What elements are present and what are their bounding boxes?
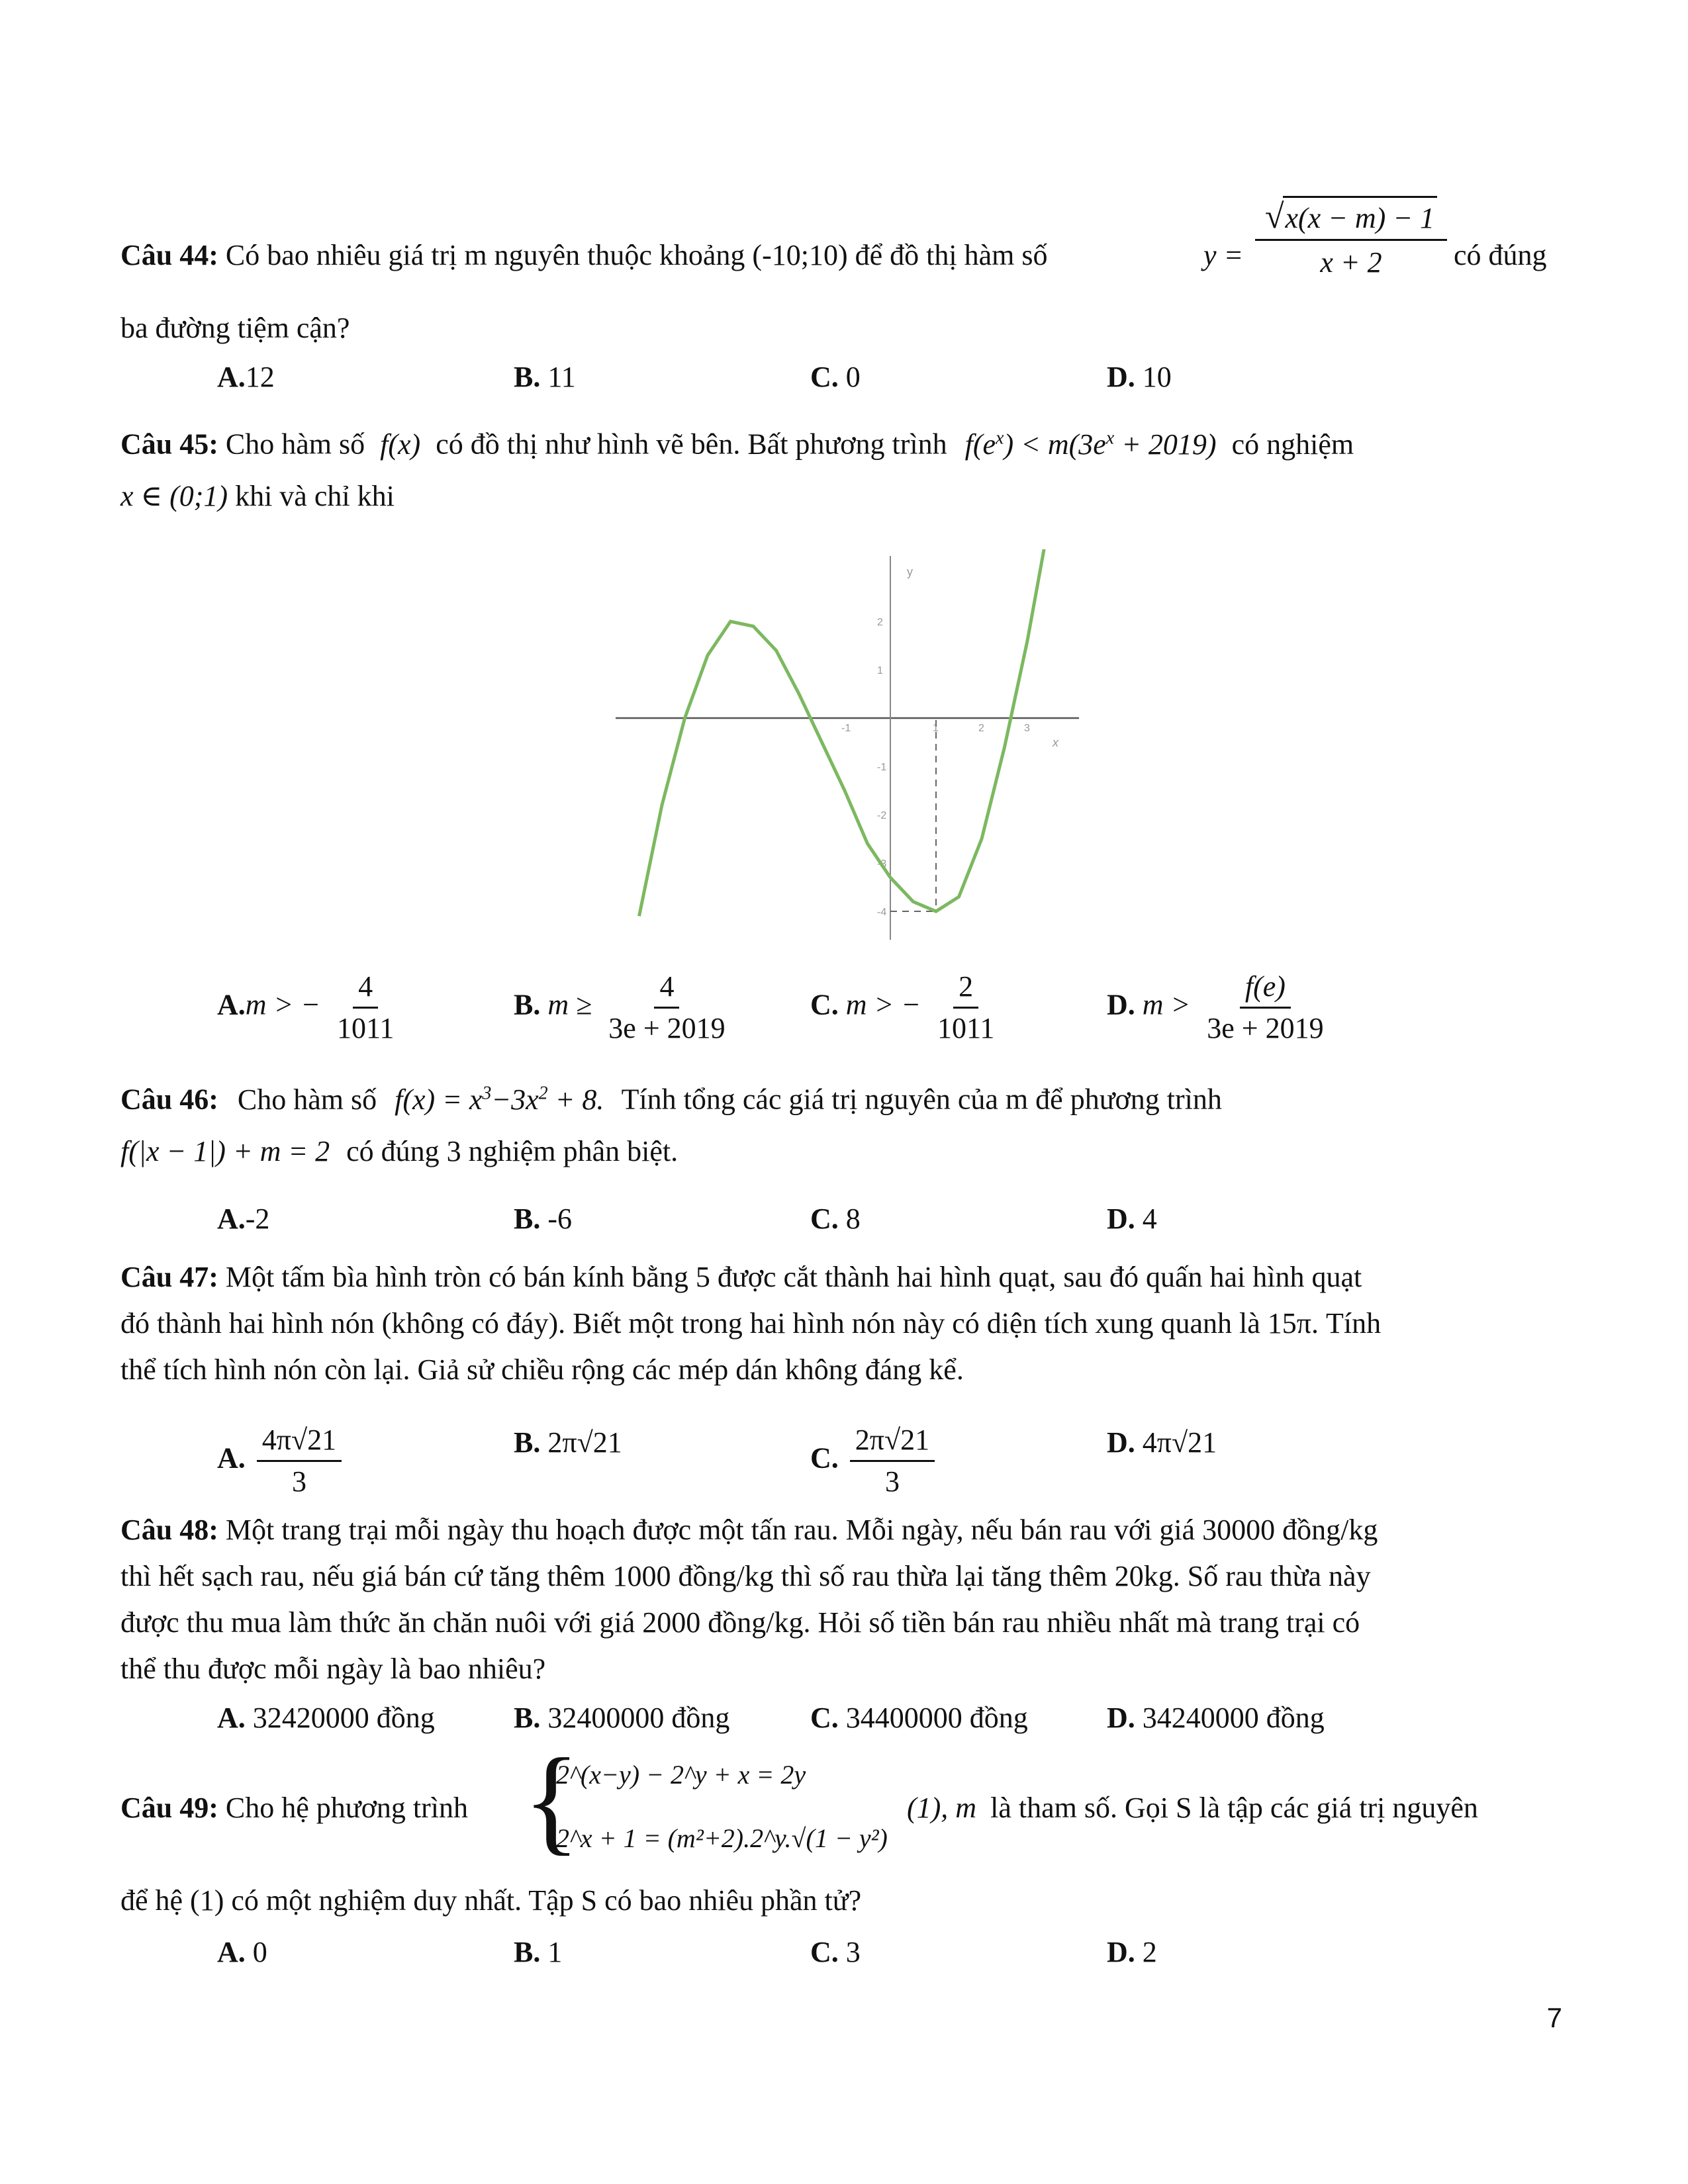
q47-line1: Câu 47: Một tấm bìa hình tròn có bán kính bằng 5 được cắt thành hai hình quạt, sau đó quấn hai hình quạt bbox=[120, 1261, 1362, 1293]
x-tick-label: -1 bbox=[841, 723, 851, 734]
y-tick-label: -1 bbox=[877, 762, 887, 773]
q47-line3: thể tích hình nón còn lại. Giả sử chiều rộng các mép dán không đáng kể. bbox=[120, 1353, 964, 1386]
q45-option-b[interactable]: B. m ≥ $\frac{4}{3e + 2019}$ bbox=[514, 970, 726, 1044]
q48-line1: Câu 48: Một trang trại mỗi ngày thu hoạch được một tấn rau. Mỗi ngày, nếu bán rau với giá 30000 đồng/kg bbox=[120, 1514, 1378, 1546]
q44-option-a[interactable]: A.12 bbox=[217, 361, 275, 393]
q46-option-a[interactable]: A.-2 bbox=[217, 1203, 270, 1235]
x-axis-label: x bbox=[1053, 736, 1058, 749]
axis-ticks bbox=[841, 617, 1030, 918]
q44-text: Có bao nhiêu giá trị m nguyên thuộc khoảng (-10;10) để đồ thị hàm số bbox=[225, 239, 1048, 271]
q46-option-c[interactable]: C. 8 bbox=[810, 1203, 861, 1235]
q49-option-b[interactable]: B. 1 bbox=[514, 1936, 563, 1968]
q47-option-c[interactable]: C. $\frac{2\pi√21}{3}$ bbox=[810, 1423, 939, 1499]
q49-line1: Câu 49: Cho hệ phương trình bbox=[120, 1792, 468, 1824]
q44-option-c[interactable]: C. 0 bbox=[810, 361, 861, 393]
x-tick-label: 1 bbox=[933, 723, 939, 734]
q45-line2: x ∈ (0;1) khi và chỉ khi bbox=[120, 480, 395, 512]
q49-option-c[interactable]: C. 3 bbox=[810, 1936, 861, 1968]
page-number: 7 bbox=[1546, 2002, 1562, 2033]
q46-label: Câu 46: bbox=[120, 1083, 218, 1116]
q44-option-d[interactable]: D. 10 bbox=[1107, 361, 1172, 393]
q47-label: Câu 47: bbox=[120, 1261, 218, 1293]
q48-line2: thì hết sạch rau, nếu giá bán cứ tăng thêm 1000 đồng/kg thì số rau thừa lại tăng thêm 20kg. Số rau thừa này bbox=[120, 1560, 1371, 1592]
q49-line2: để hệ (1) có một nghiệm duy nhất. Tập S có bao nhiêu phần tử? bbox=[120, 1884, 862, 1917]
q45-option-a[interactable]: A.m > − $\frac{4}{1011}$ bbox=[217, 970, 395, 1044]
q44-formula-num: x(x − m) − 1 bbox=[1283, 196, 1438, 239]
q44-formula: √x(x − m) − 1 x + 2 bbox=[1255, 196, 1447, 285]
q44-option-b[interactable]: B. 11 bbox=[514, 361, 576, 393]
q48-option-d[interactable]: D. 34240000 đồng bbox=[1107, 1702, 1325, 1734]
q49-label: Câu 49: bbox=[120, 1792, 218, 1824]
q44-text-after: có đúng bbox=[1454, 239, 1547, 271]
y-axis-label: y bbox=[907, 565, 913, 578]
q46-line1: Câu 46: Cho hàm số $f(x) = x^3-3x^2 + 8$. Tính tổng các giá trị nguyên của m để phương trình bbox=[120, 1083, 1222, 1116]
q47-line2: đó thành hai hình nón (không có đáy). Biết một trong hai hình nón này có diện tích xung quanh là 15π. Tính bbox=[120, 1307, 1382, 1340]
q48-option-a[interactable]: A. 32420000 đồng bbox=[217, 1702, 435, 1734]
q45-option-c[interactable]: C. m > − $\frac{2}{1011}$ bbox=[810, 970, 995, 1044]
q48-line3: được thu mua làm thức ăn chăn nuôi với giá 2000 đồng/kg. Hỏi số tiền bán rau nhiều nhất mà trang trại có bbox=[120, 1606, 1360, 1639]
y-tick-label: -2 bbox=[877, 810, 887, 821]
q46-line2: f(|x − 1|) + m = 2 có đúng 3 nghiệm phân biệt. bbox=[120, 1135, 679, 1167]
q45-line1: Câu 45: Cho hàm số f(x) có đồ thị như hình vẽ bên. Bất phương trình $f(e^x) < m(3e^x + 2019)$ có nghiệm bbox=[120, 428, 1354, 461]
y-tick-label: 2 bbox=[877, 617, 883, 628]
q45-option-d[interactable]: D. m > $\frac{f(e)}{3e + 2019}$ bbox=[1107, 970, 1324, 1044]
q49-option-d[interactable]: D. 2 bbox=[1107, 1936, 1157, 1968]
q44-formula-y: y = bbox=[1203, 239, 1244, 271]
q47-option-d[interactable]: D. 4π√21 bbox=[1107, 1426, 1217, 1459]
q48-label: Câu 48: bbox=[120, 1514, 218, 1546]
q47-option-a[interactable]: A. $\frac{4\pi√21}{3}$ bbox=[217, 1423, 346, 1499]
q48-option-b[interactable]: B. 32400000 đồng bbox=[514, 1702, 730, 1734]
q46-option-b[interactable]: B. -6 bbox=[514, 1203, 573, 1235]
q47-option-b[interactable]: B. 2π√21 bbox=[514, 1426, 622, 1459]
y-tick-label: 1 bbox=[877, 665, 883, 676]
q49-eq1: 2^(x−y) − 2^y + x = 2y bbox=[556, 1760, 806, 1790]
q44-line1 bbox=[120, 236, 1047, 275]
q49-rest: (1), m là tham số. Gọi S là tập các giá trị nguyên bbox=[907, 1792, 1478, 1824]
y-tick-label: -4 bbox=[877, 907, 887, 918]
q44-formula-den: x + 2 bbox=[1320, 246, 1382, 279]
q49-option-a[interactable]: A. 0 bbox=[217, 1936, 267, 1968]
q49-eq2: 2^x + 1 = (m²+2).2^y.√(1 − y²) bbox=[556, 1823, 888, 1853]
q44-line2: ba đường tiệm cận? bbox=[120, 312, 350, 344]
x-tick-label: 2 bbox=[978, 723, 984, 734]
y-tick-label: -3 bbox=[877, 858, 887, 870]
system-brace: { bbox=[523, 1734, 581, 1866]
q48-line4: thể thu được mỗi ngày là bao nhiêu? bbox=[120, 1653, 546, 1685]
q46-option-d[interactable]: D. 4 bbox=[1107, 1203, 1157, 1235]
q45-label: Câu 45: bbox=[120, 428, 218, 461]
q48-option-c[interactable]: C. 34400000 đồng bbox=[810, 1702, 1028, 1734]
x-tick-label: 3 bbox=[1024, 723, 1030, 734]
q44-label: Câu 44: bbox=[120, 239, 218, 271]
function-graph bbox=[616, 549, 1092, 946]
